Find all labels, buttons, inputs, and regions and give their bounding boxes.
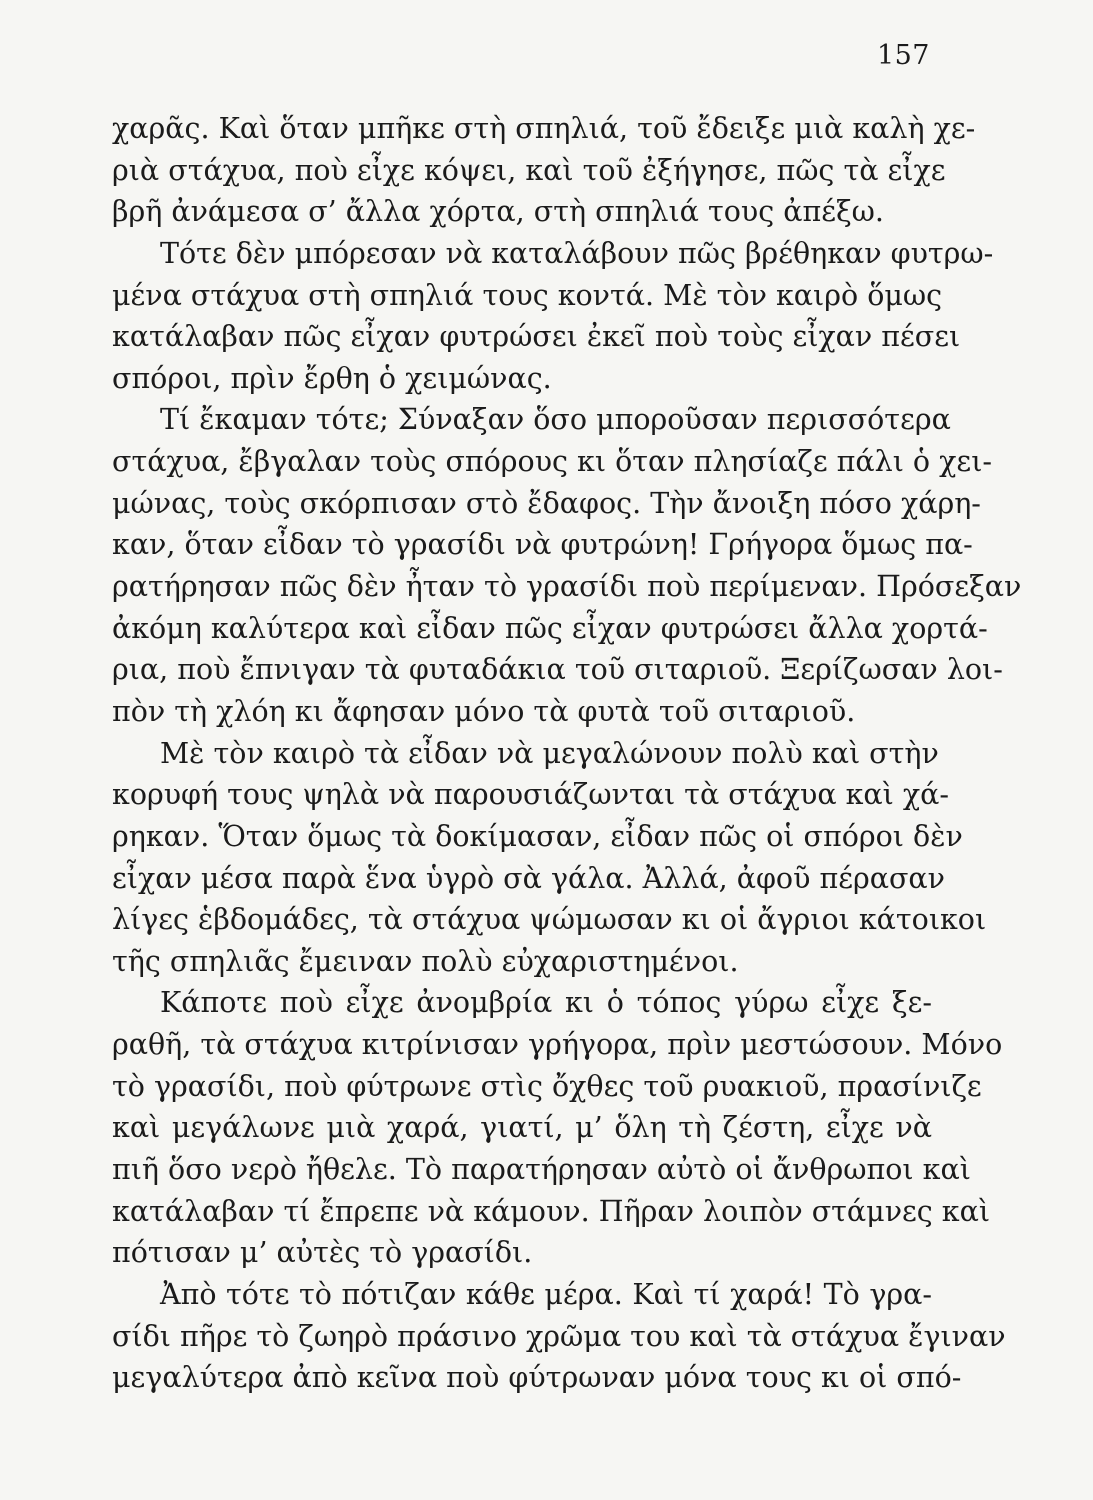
text-line: σίδι πῆρε τὸ ζωηρὸ πράσινο χρῶμα του καὶ τὰ στάχυα ἔγιναν xyxy=(112,1319,1006,1353)
text-line: ραθῆ, τὰ στάχυα κιτρίνισαν γρήγορα, πρὶν μεστώσουν. Μόνο xyxy=(112,1028,1003,1062)
text-line: εἶχαν μέσα παρὰ ἕνα ὑγρὸ σὰ γάλα. Ἀλλά, ἀφοῦ πέρασαν xyxy=(112,861,945,895)
text-line: καὶ μεγάλωνε μιὰ χαρά, γιατί, μ’ ὅλη τὴ ζέστη, εἶχε νὰ xyxy=(112,1111,932,1145)
text-line: ρια, ποὺ ἔπνιγαν τὰ φυταδάκια τοῦ σιταριοῦ. Ξερίζωσαν λοι- xyxy=(112,653,1003,687)
page-number: 157 xyxy=(876,40,930,71)
text-line: στάχυα, ἔβγαλαν τοὺς σπόρους κι ὅταν πλησίαζε πάλι ὁ χει- xyxy=(112,445,992,479)
text-line: Τότε δὲν μπόρεσαν νὰ καταλάβουν πῶς βρέθηκαν φυτρω- xyxy=(160,236,994,270)
text-line: κορυφή τους ψηλὰ νὰ παρουσιάζωνται τὰ στάχυα καὶ χά- xyxy=(112,778,950,812)
text-line: Μὲ τὸν καιρὸ τὰ εἶδαν νὰ μεγαλώνουν πολὺ καὶ στὴν xyxy=(160,736,939,770)
text-line: ριὰ στάχυα, ποὺ εἶχε κόψει, καὶ τοῦ ἐξήγησε, πῶς τὰ εἶχε xyxy=(112,153,946,187)
text-line: βρῆ ἀνάμεσα σ’ ἄλλα χόρτα, στὴ σπηλιά τους ἀπέξω. xyxy=(112,195,884,229)
text-line: ρηκαν. Ὅταν ὅμως τὰ δοκίμασαν, εἶδαν πῶς οἱ σπόροι δὲν xyxy=(112,819,963,853)
text-line: καν, ὅταν εἶδαν τὸ γρασίδι νὰ φυτρώνη! Γρήγορα ὅμως πα- xyxy=(112,528,973,562)
text-line: μεγαλύτερα ἀπὸ κεῖνα ποὺ φύτρωναν μόνα τους κι οἱ σπό- xyxy=(112,1361,962,1395)
text-line: κατάλαβαν πῶς εἶχαν φυτρώσει ἐκεῖ ποὺ τοὺς εἶχαν πέσει xyxy=(112,320,961,354)
text-line: ἀκόμη καλύτερα καὶ εἶδαν πῶς εἶχαν φυτρώσει ἄλλα χορτά- xyxy=(112,611,988,645)
text-line: σπόροι, πρὶν ἔρθη ὁ χειμώνας. xyxy=(112,361,552,395)
text-line: λίγες ἑβδομάδες, τὰ στάχυα ψώμωσαν κι οἱ ἄγριοι κάτοικοι xyxy=(112,903,987,937)
text-line: τὸ γρασίδι, ποὺ φύτρωνε στὶς ὄχθες τοῦ ρυακιοῦ, πρασίνιζε xyxy=(112,1069,982,1103)
text-line: πὸν τὴ χλόη κι ἄφησαν μόνο τὰ φυτὰ τοῦ σιταριοῦ. xyxy=(112,694,856,728)
text-line: μένα στάχυα στὴ σπηλιά τους κοντά. Μὲ τὸν καιρὸ ὅμως xyxy=(112,278,943,312)
text-line: Τί ἔκαμαν τότε; Σύναξαν ὅσο μποροῦσαν περισσότερα xyxy=(160,403,951,437)
text-line: πότισαν μ’ αὐτὲς τὸ γρασίδι. xyxy=(112,1236,533,1270)
text-line: ρατήρησαν πῶς δὲν ἦταν τὸ γρασίδι ποὺ περίμεναν. Πρόσεξαν xyxy=(112,570,1022,604)
body-text xyxy=(112,108,1022,1399)
text-line: μώνας, τοὺς σκόρπισαν στὸ ἔδαφος. Τὴν ἄνοιξη πόσο χάρη- xyxy=(112,486,981,520)
text-line: Κάποτε ποὺ εἶχε ἀνομβρία κι ὁ τόπος γύρω εἶχε ξε- xyxy=(160,986,932,1020)
text-line: πιῆ ὅσο νερὸ ἤθελε. Τὸ παρατήρησαν αὐτὸ οἱ ἄνθρωποι καὶ xyxy=(112,1153,971,1187)
text-line: κατάλαβαν τί ἔπρεπε νὰ κάμουν. Πῆραν λοιπὸν στάμνες καὶ xyxy=(112,1194,991,1228)
text-line: χαρᾶς. Καὶ ὅταν μπῆκε στὴ σπηλιά, τοῦ ἔδειξε μιὰ καλὴ χε- xyxy=(112,112,976,145)
text-line: Ἀπὸ τότε τὸ πότιζαν κάθε μέρα. Καὶ τί χαρά! Τὸ γρα- xyxy=(160,1277,932,1311)
text-line: τῆς σπηλιᾶς ἔμειναν πολὺ εὐχαριστημένοι. xyxy=(112,944,739,978)
